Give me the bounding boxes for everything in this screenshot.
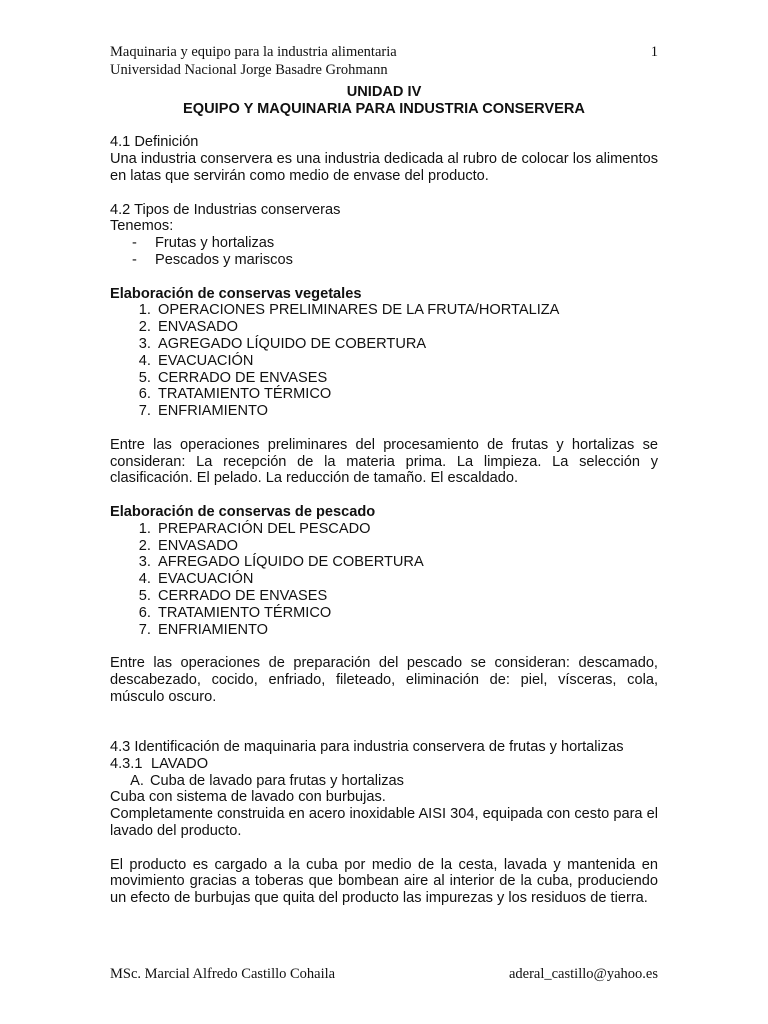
unit-title: UNIDAD IV: [346, 84, 422, 100]
author-email: aderal_castillo@yahoo.es: [508, 966, 658, 982]
list-item: 2. ENVASADO: [155, 538, 658, 555]
equipment-operation-paragraph: El producto es cargado a la cuba por medio de la cesta, lavada y mantenida en movimiento gracias a toberas que bombean aire al interior de la cuba, produciendo un efecto de burbujas que quita del producto las impurezas y los residuos de tierra.: [110, 856, 658, 907]
list-item: 5. CERRADO DE ENVASES: [155, 370, 658, 387]
industry-types-list: [110, 235, 658, 269]
section-4-1-heading: 4.1 Definición: [110, 134, 199, 151]
section-4-3-1-heading: [110, 756, 658, 773]
fish-section-heading: Elaboración de conservas de pescado: [110, 503, 376, 520]
section-title: LAVADO: [151, 755, 209, 772]
equipment-construction-paragraph: Completamente construida en acero inoxidable AISI 304, equipada con cesto para el lavado del producto.: [110, 806, 658, 840]
page-header-line2: [110, 61, 658, 79]
page-footer: [110, 965, 658, 983]
list-item: A. Cuba de lavado para frutas y hortalizas: [148, 773, 658, 790]
page-header-line1: [110, 43, 658, 61]
list-item: 2. ENVASADO: [155, 319, 658, 336]
list-item: 3. AFREGADO LÍQUIDO DE COBERTURA: [155, 554, 658, 571]
document-heading: EQUIPO Y MAQUINARIA PARA INDUSTRIA CONSERVERA: [183, 100, 585, 117]
fish-steps-list: [110, 521, 658, 639]
list-item: - Frutas y hortalizas: [132, 235, 658, 252]
list-item: 7. ENFRIAMIENTO: [155, 622, 658, 639]
vegetable-steps-list: [110, 302, 658, 420]
section-4-2-heading: 4.2 Tipos de Industrias conserveras: [110, 201, 341, 218]
list-item: 5. CERRADO DE ENVASES: [155, 588, 658, 605]
section-4-2-intro: Tenemos:: [110, 218, 174, 235]
vegetable-operations-paragraph: Entre las operaciones preliminares del procesamiento de frutas y hortalizas se consideran: La recepción de la materia prima. La limpieza. La selección y clasificación. El pelado. La reducción de tamaño. El escaldado.: [110, 436, 658, 487]
section-4-1-text: Una industria conservera es una industria dedicada al rubro de colocar los alimentos en latas que servirán como medio de envase del producto.: [110, 151, 658, 184]
vegetable-section-heading: Elaboración de conservas vegetales: [110, 285, 362, 302]
page-number: 1: [650, 44, 658, 60]
list-item: 6. TRATAMIENTO TÉRMICO: [155, 386, 658, 403]
author-name: MSc. Marcial Alfredo Castillo Cohaila: [110, 966, 336, 982]
section-4-3-heading: 4.3 Identificación de maquinaria para industria conservera de frutas y hortalizas: [110, 739, 624, 756]
section-number: 4.3.1: [110, 755, 143, 772]
list-item: 1. PREPARACIÓN DEL PESCADO: [155, 521, 658, 538]
list-item: 1. OPERACIONES PRELIMINARES DE LA FRUTA/HORTALIZA: [155, 302, 658, 319]
equipment-description-line: Cuba con sistema de lavado con burbujas.: [110, 789, 386, 806]
list-item: 3. AGREGADO LÍQUIDO DE COBERTURA: [155, 336, 658, 353]
university-name: Universidad Nacional Jorge Basadre Grohmann: [110, 62, 388, 78]
fish-operations-paragraph: Entre las operaciones de preparación del pescado se consideran: descamado, descabezado, cocido, enfriado, fileteado, eliminación de: piel, vísceras, cola, músculo oscuro.: [110, 655, 658, 705]
list-item: 7. ENFRIAMIENTO: [155, 403, 658, 420]
list-item: 6. TRATAMIENTO TÉRMICO: [155, 605, 658, 622]
list-item: 4. EVACUACIÓN: [155, 353, 658, 370]
document-body: [110, 84, 658, 907]
list-item: - Pescados y mariscos: [132, 252, 658, 269]
equipment-list: [110, 773, 658, 790]
course-title: Maquinaria y equipo para la industria alimentaria: [110, 44, 397, 60]
list-item: 4. EVACUACIÓN: [155, 571, 658, 588]
